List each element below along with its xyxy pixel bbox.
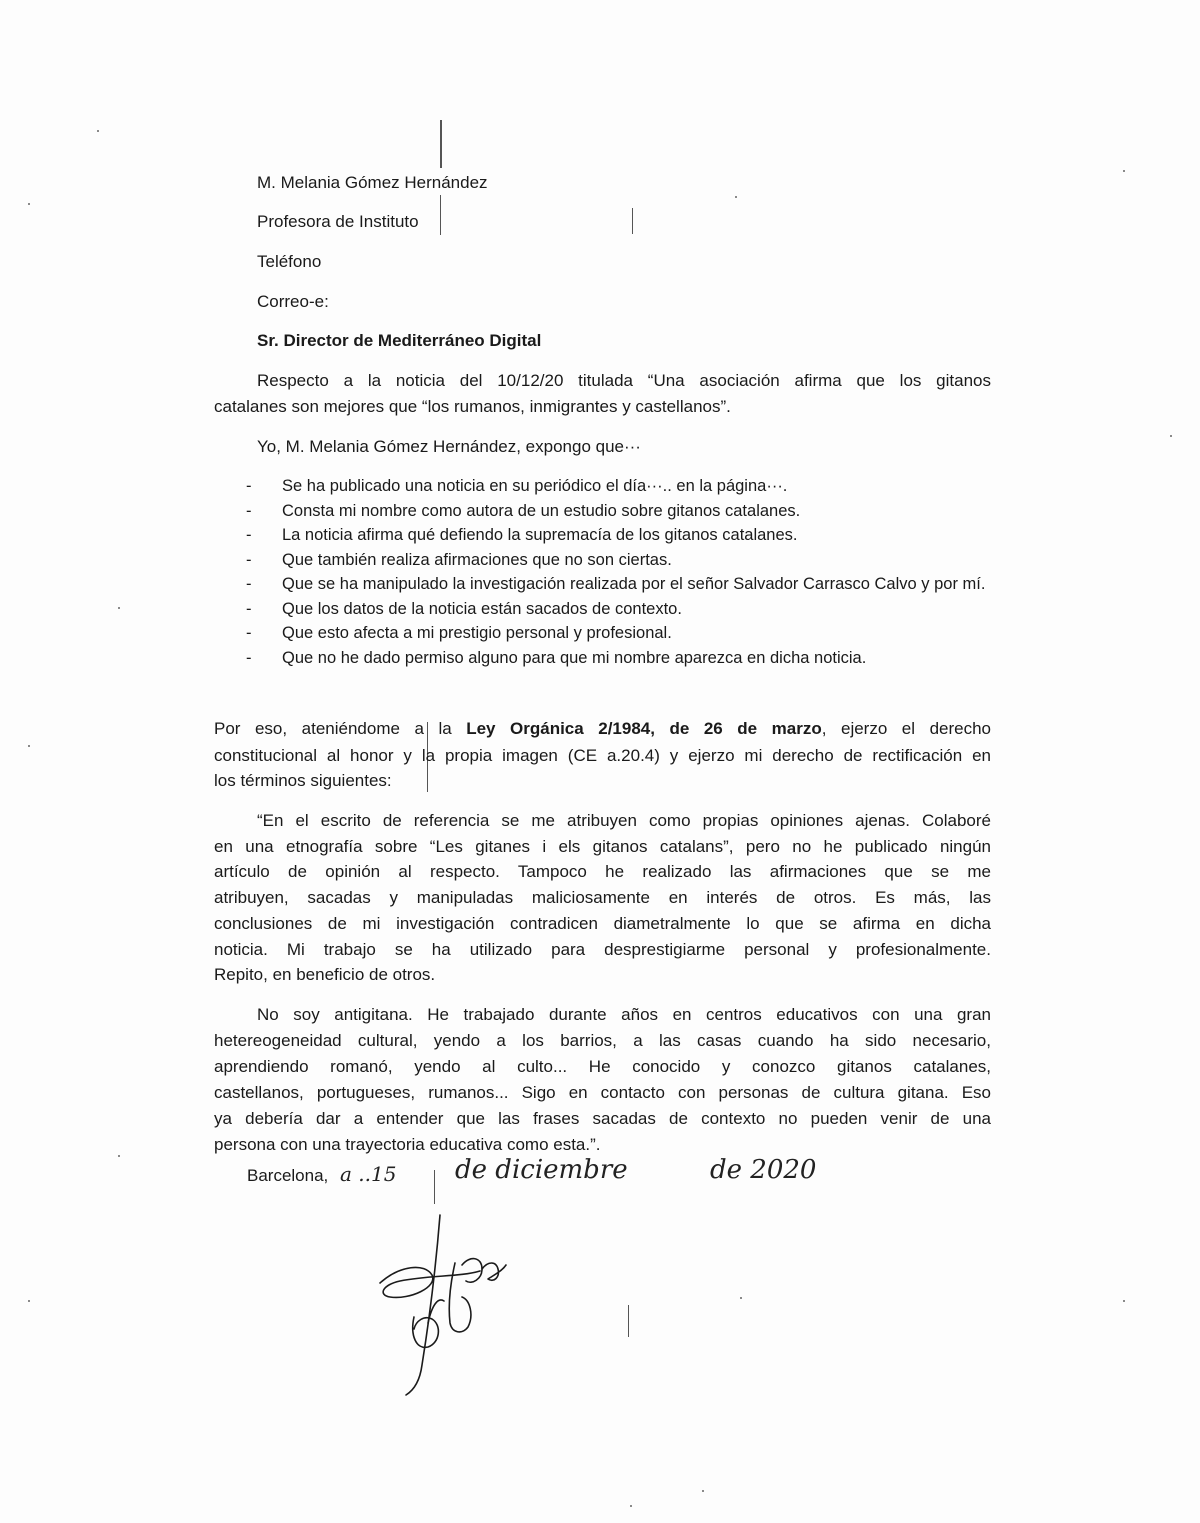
quote-line-2: en una etnografía sobre “Les gitanes i els gitanos catalans”, pero no he publicado ningún [214, 837, 991, 856]
quote-line-3: artículo de opinión al respecto. Tampoco he realizado las afirmaciones que se me [214, 862, 991, 881]
intro-line-2: catalanes son mejores que “los rumanos, inmigrantes y castellanos”. [214, 397, 731, 416]
sender-email-label: Correo-e: [257, 292, 329, 311]
rectification-lead: Por eso, ateniéndome a la [214, 719, 467, 738]
list-item-text: Que los datos de la noticia están sacados de contexto. [282, 599, 682, 618]
rectification-line-2: constitucional al honor y la propia imagen (CE a.20.4) y ejerzo mi derecho de rectificación en [214, 746, 991, 765]
closing-line-3: aprendiendo romanó, yendo al culto... He conocido y conozco gitanos catalanes, [214, 1057, 991, 1076]
scan-speck [1123, 1300, 1125, 1302]
quote-line-1: “En el escrito de referencia se me atribuyen como propias opiniones ajenas. Colaboré [257, 811, 991, 830]
closing-line-6: persona con una trayectoria educativa como esta.”. [214, 1135, 601, 1154]
bullet-dash: - [246, 526, 252, 544]
rectification-line-3: los términos siguientes: [214, 771, 392, 790]
scan-speck [118, 607, 120, 609]
handwritten-date-day-month: de diciembre [455, 1155, 628, 1185]
scan-speck [1170, 435, 1172, 437]
scan-speck [735, 196, 737, 198]
exposition-list [246, 474, 996, 670]
scan-speck [740, 1297, 742, 1299]
handwritten-date-prefix: a ..15 [340, 1162, 397, 1186]
closing-line-1: No soy antigitana. He trabajado durante años en centros educativos con una gran [257, 1005, 991, 1024]
list-item [246, 523, 996, 548]
intro-line-1: Respecto a la noticia del 10/12/20 titulada “Una asociación afirma que los gitanos [257, 371, 991, 390]
scan-speck [97, 130, 99, 132]
scan-fold-mark [440, 195, 441, 235]
sender-role: Profesora de Instituto [257, 212, 419, 231]
handwritten-signature [370, 1205, 550, 1405]
recipient-heading: Sr. Director de Mediterráneo Digital [257, 331, 542, 350]
list-item-text: Que se ha manipulado la investigación realizada por el señor Salvador Carrasco Calvo y por mí. [282, 575, 986, 593]
list-item-text: Que no he dado permiso alguno para que mi nombre aparezca en dicha noticia. [282, 648, 867, 667]
bullet-dash: - [246, 550, 252, 569]
scan-speck [118, 1155, 120, 1157]
quote-line-4: atribuyen, sacadas y manipuladas maliciosamente en interés de otros. Es más, las [214, 888, 991, 907]
closing-line-5: ya debería dar a entender que las frases sacadas de contexto no pueden venir de una [214, 1109, 991, 1128]
bullet-dash: - [246, 501, 252, 520]
closing-line-2: hetereogeneidad cultural, yendo a los barrios, a las casas cuando ha sido necesario, [214, 1031, 991, 1050]
scan-fold-mark [434, 1170, 435, 1204]
quote-line-5: conclusiones de mi investigación contradicen diametralmente lo que se afirma en dicha [214, 914, 991, 933]
closing-line-4: castellanos, portugueses, rumanos... Sigo en contacto con personas de cultura gitana. Eso [214, 1083, 991, 1102]
bullet-dash: - [246, 599, 252, 618]
list-item [246, 621, 996, 646]
sender-name: M. Melania Gómez Hernández [257, 173, 488, 192]
rectification-rest: , ejerzo el derecho [821, 719, 992, 738]
list-item-text: Se ha publicado una noticia en su periódico el día···.. en la página···. [282, 477, 788, 495]
rectification-line-1 [214, 719, 991, 739]
scan-speck [28, 203, 30, 205]
law-reference: Ley Orgánica 2/1984, de 26 de marzo [466, 719, 822, 738]
handwritten-date-year: de 2020 [710, 1155, 817, 1185]
place-label: Barcelona, [247, 1166, 329, 1185]
list-item-text: Consta mi nombre como autora de un estudio sobre gitanos catalanes. [282, 501, 801, 520]
scan-speck [28, 1300, 30, 1302]
list-item-text: Que esto afecta a mi prestigio personal y profesional. [282, 624, 672, 642]
scan-speck [702, 1490, 704, 1492]
scan-speck [630, 1505, 632, 1507]
bullet-dash: - [246, 575, 252, 593]
scan-fold-mark [440, 120, 442, 168]
list-item [246, 572, 996, 597]
list-item [246, 499, 996, 524]
list-item-text: La noticia afirma qué defiendo la supremacía de los gitanos catalanes. [282, 526, 798, 544]
sender-phone-label: Teléfono [257, 252, 322, 271]
list-item [246, 548, 996, 573]
scan-fold-mark [632, 208, 633, 234]
list-item-text: Que también realiza afirmaciones que no son ciertas. [282, 550, 672, 569]
scan-speck [1123, 170, 1125, 172]
list-item [246, 646, 996, 671]
bullet-dash: - [246, 648, 252, 667]
bullet-dash: - [246, 624, 252, 642]
list-item [246, 474, 996, 499]
quote-line-6: noticia. Mi trabajo se ha utilizado para desprestigiarme personal y profesionalmente. [214, 940, 991, 959]
list-item [246, 597, 996, 622]
statement-line: Yo, M. Melania Gómez Hernández, expongo que··· [257, 437, 641, 456]
quote-line-7: Repito, en beneficio de otros. [214, 965, 436, 984]
scan-fold-mark [628, 1305, 629, 1337]
bullet-dash: - [246, 477, 252, 495]
scan-speck [28, 745, 30, 747]
